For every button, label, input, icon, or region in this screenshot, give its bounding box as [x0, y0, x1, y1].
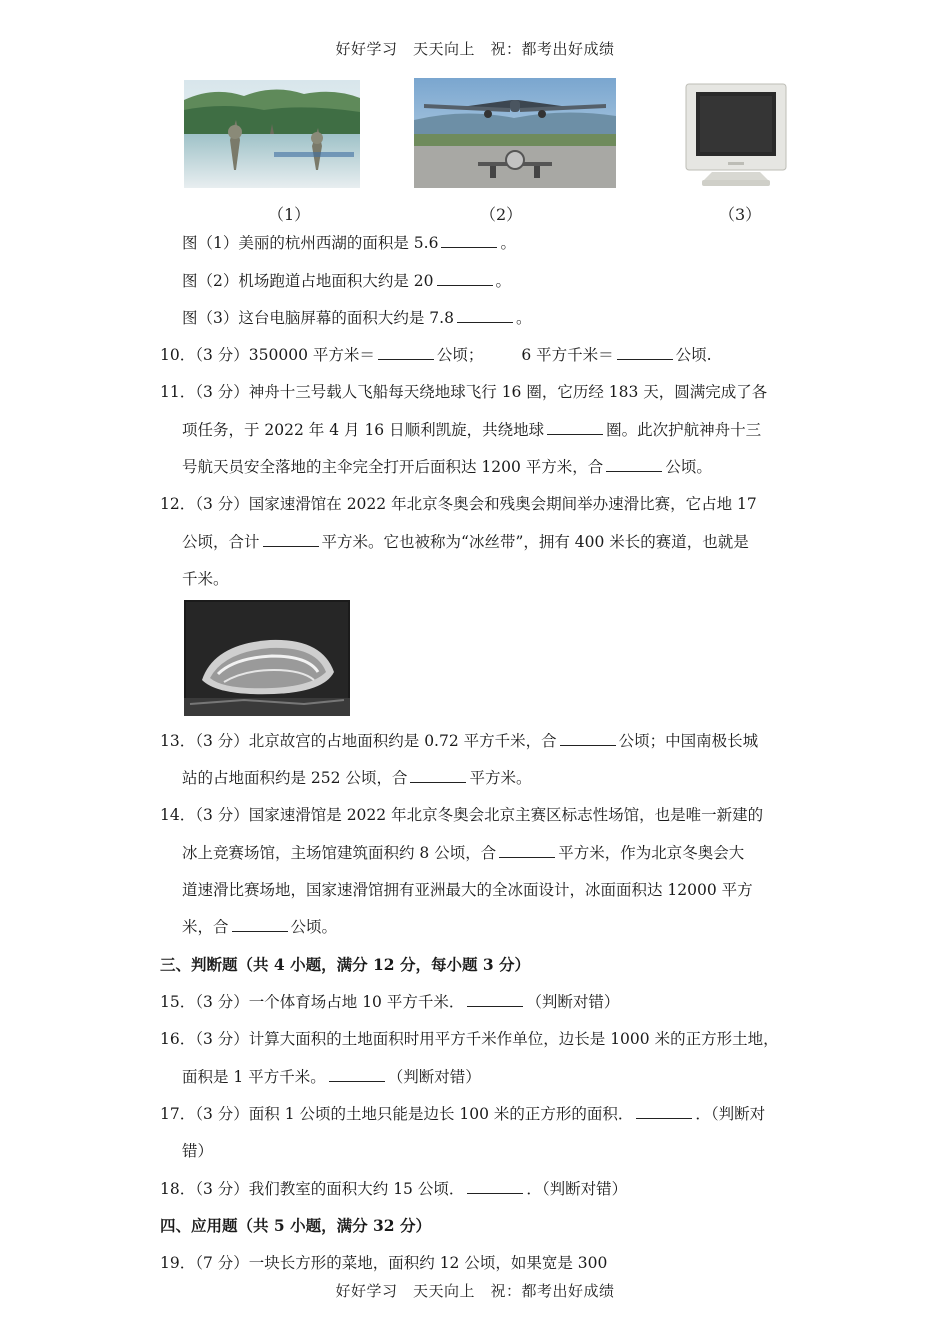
q9-line-3: 图（3）这台电脑屏幕的面积大约是 7.8 。 [182, 309, 532, 327]
west-lake-photo [184, 80, 360, 188]
q18-line: 18．（3 分）我们教室的面积大约 15 公顷． ．（判断对错） [160, 1180, 628, 1198]
q12-line-2: 公顷，合计 平方米。它也被称为“冰丝带”，拥有 400 米长的赛道，也就是 [182, 533, 749, 551]
q14-answer-blank-1[interactable] [499, 843, 555, 858]
page-footer: 好好学习 天天向上 祝：都考出好成绩 [335, 1282, 615, 1300]
q11-answer-blank-1[interactable] [547, 420, 603, 435]
section-3-heading: 三、判断题（共 4 小题，满分 12 分，每小题 3 分） [160, 955, 531, 974]
q13-answer-blank-2[interactable] [410, 768, 466, 783]
q9-answer-blank-1[interactable] [441, 233, 497, 248]
ice-ribbon-stadium-photo [184, 600, 350, 716]
figure-caption-2: （2） [480, 205, 523, 224]
q14-line-1: 14．（3 分）国家速滑馆是 2022 年北京冬奥会北京主赛区标志性场馆，也是唯一新建的 [160, 806, 764, 824]
q16-line-2: 面积是 1 平方千米。 （判断对错） [182, 1068, 481, 1086]
q14-line-3: 道速滑比赛场地，国家速滑馆拥有亚洲最大的全冰面设计，冰面面积达 12000 平方 [182, 881, 753, 899]
page-header: 好好学习 天天向上 祝：都考出好成绩 [335, 40, 615, 58]
q15-line: 15．（3 分）一个体育场占地 10 平方千米． （判断对错） [160, 993, 620, 1011]
figure-caption-1: （1） [268, 205, 311, 224]
q16-line-1: 16．（3 分）计算大面积的土地面积时用平方千米作单位，边长是 1000 米的正方形土地， [160, 1030, 779, 1048]
q13-line-2: 站的占地面积约是 252 公顷，合 平方米。 [182, 769, 532, 787]
q13-answer-blank-1[interactable] [560, 731, 616, 746]
q17-line-1: 17．（3 分）面积 1 公顷的土地只能是边长 100 米的正方形的面积． ．（判断对 [160, 1105, 766, 1123]
q12-line-3: 千米。 [182, 570, 229, 588]
q10-line: 10．（3 分）350000 平方米＝ 公顷； 6 平方千米＝ 公顷. [160, 346, 712, 364]
q12-line-1: 12．（3 分）国家速滑馆在 2022 年北京冬奥会和残奥会期间举办速滑比赛，它占地 17 [160, 495, 757, 513]
q13-line-1: 13．（3 分）北京故宫的占地面积约是 0.72 平方千米，合 公顷；中国南极长城 [160, 732, 759, 750]
q9-answer-blank-2[interactable] [437, 271, 493, 286]
section-4-heading: 四、应用题（共 5 小题，满分 32 分） [160, 1216, 431, 1235]
q14-line-2: 冰上竞赛场馆，主场馆建筑面积约 8 公顷，合 平方米，作为北京冬奥会大 [182, 844, 745, 862]
figure-row [0, 78, 950, 228]
q14-answer-blank-2[interactable] [232, 917, 288, 932]
q11-line-2: 项任务，于 2022 年 4 月 16 日顺利凯旋，共绕地球 圈。此次护航神舟十三 [182, 421, 762, 439]
q15-answer-blank[interactable] [467, 992, 523, 1007]
q10-answer-blank-2[interactable] [617, 345, 673, 360]
figure-caption-3: （3） [719, 205, 762, 224]
runway-airplane-photo [414, 78, 616, 188]
q11-answer-blank-2[interactable] [606, 457, 662, 472]
q9-answer-blank-3[interactable] [457, 308, 513, 323]
q9-line-2: 图（2）机场跑道占地面积大约是 20 。 [182, 272, 512, 290]
q11-line-1: 11．（3 分）神舟十三号载人飞船每天绕地球飞行 16 圈，它历经 183 天，圆满完成了各 [160, 383, 768, 401]
q9-line-1: 图（1）美丽的杭州西湖的面积是 5.6 。 [182, 234, 516, 252]
q17-answer-blank[interactable] [636, 1104, 692, 1119]
q16-answer-blank[interactable] [329, 1067, 385, 1082]
q19-line-1: 19．（7 分）一块长方形的菜地，面积约 12 公顷，如果宽是 300 [160, 1254, 608, 1272]
computer-monitor-photo [684, 82, 788, 190]
q17-line-2: 错） [182, 1142, 214, 1160]
q10-answer-blank-1[interactable] [378, 345, 434, 360]
q11-line-3: 号航天员安全落地的主伞完全打开后面积达 1200 平方米，合 公顷。 [182, 458, 712, 476]
q12-answer-blank-1[interactable] [263, 532, 319, 547]
q18-answer-blank[interactable] [467, 1179, 523, 1194]
q14-line-4: 米，合 公顷。 [182, 918, 338, 936]
